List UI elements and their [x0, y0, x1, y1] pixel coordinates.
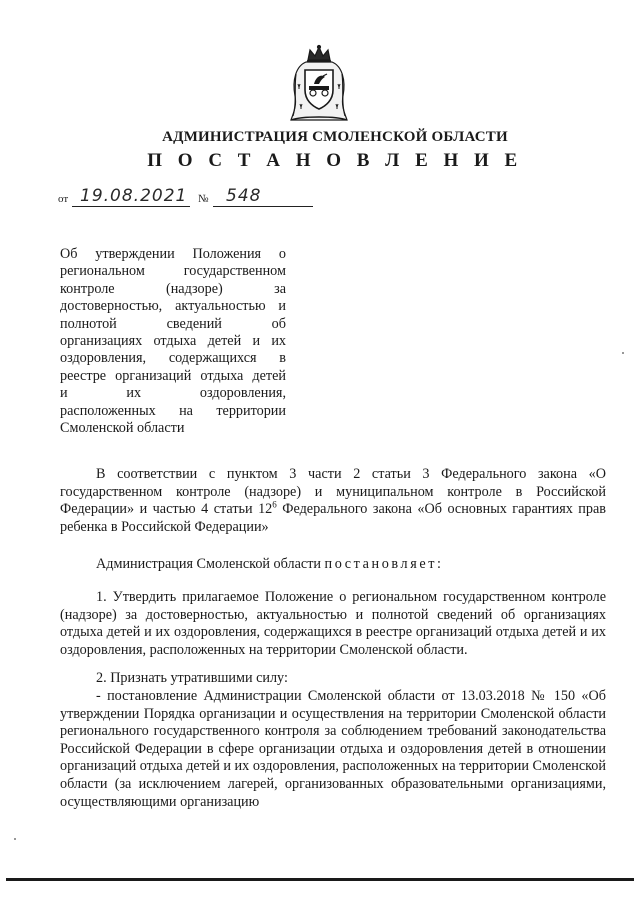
- subject-line: контроле (надзоре) за: [60, 280, 286, 297]
- registration-line: [58, 186, 318, 208]
- handwritten-number: 548: [226, 186, 262, 206]
- item-1-paragraph: 1. Утвердить прилагаемое Положение о региональном государственном контроле (надзоре) за достоверностью, актуальностью и полнотой сведений об организациях отдыха детей и их оздоровления, содержащихся в реестре организаций отдыха детей и их оздоровления, расположенных на территории Смоленской области.: [60, 589, 606, 658]
- date-label: от: [58, 193, 69, 205]
- scan-speck: [14, 838, 16, 840]
- preamble-text-end: Федерального закона «Об основных гарантиях прав ребенка в Российской Федерации»: [60, 501, 606, 535]
- subject-line: полнотой сведений об: [60, 315, 286, 332]
- coat-of-arms-icon: [288, 44, 350, 124]
- document-type-heading: П О С Т А Н О В Л Е Н И Е: [147, 150, 523, 171]
- resolution-suffix: :: [437, 556, 441, 572]
- bottom-border: [6, 878, 634, 881]
- resolution-clause: [96, 556, 606, 574]
- subject-line: Об утверждении Положения о: [60, 246, 286, 262]
- number-label: №: [198, 193, 209, 205]
- subject-line: достоверностью, актуальностью и: [60, 298, 286, 315]
- subject-line: Смоленской области: [60, 420, 185, 437]
- number-underline: [213, 206, 313, 207]
- subject-line: расположенных на территории: [60, 402, 286, 419]
- resolution-verb: постановляет: [324, 556, 438, 572]
- subject-line: и их оздоровления,: [60, 385, 286, 402]
- date-underline: [72, 206, 190, 207]
- resolution-prefix: Администрация Смоленской области: [96, 556, 325, 572]
- item-2-paragraph: 2. Признать утратившими силу:: [96, 670, 288, 686]
- handwritten-date: 19.08.2021: [80, 186, 188, 206]
- document-subject: [60, 246, 286, 437]
- scan-speck: [622, 352, 624, 354]
- subject-line: оздоровления, содержащихся в: [60, 350, 286, 367]
- subject-line: реестре организаций отдыха детей: [60, 367, 286, 384]
- preamble-paragraph: [60, 466, 606, 536]
- organization-title: АДМИНИСТРАЦИЯ СМОЛЕНСКОЙ ОБЛАСТИ: [162, 129, 508, 145]
- article-superscript: 6: [272, 499, 277, 510]
- subject-line: региональном государственном: [60, 263, 286, 280]
- preamble-text: В соответствии с пунктом 3 части 2 статьи 3 Федерального закона «О государственном контроле (надзоре) и муниципальном контроле в Российской Федерации» и частью 4 статьи 12: [60, 466, 606, 518]
- item-2-dash-paragraph: - постановление Администрации Смоленской области от 13.03.2018 № 150 «Об утверждении Порядка организации и осуществления на территории Смоленской области регионального государственного контроля за соблюдением требований законодательства Российской Федерации в сфере организации отдыха и оздоровления детей в отношении организаций отдыха детей и их оздоровления, расположенных на территории Смоленской области (за исключением лагерей, организованных образовательными организациями, осуществляющими организацию: [60, 688, 606, 810]
- subject-line: организациях отдыха детей и их: [60, 333, 286, 350]
